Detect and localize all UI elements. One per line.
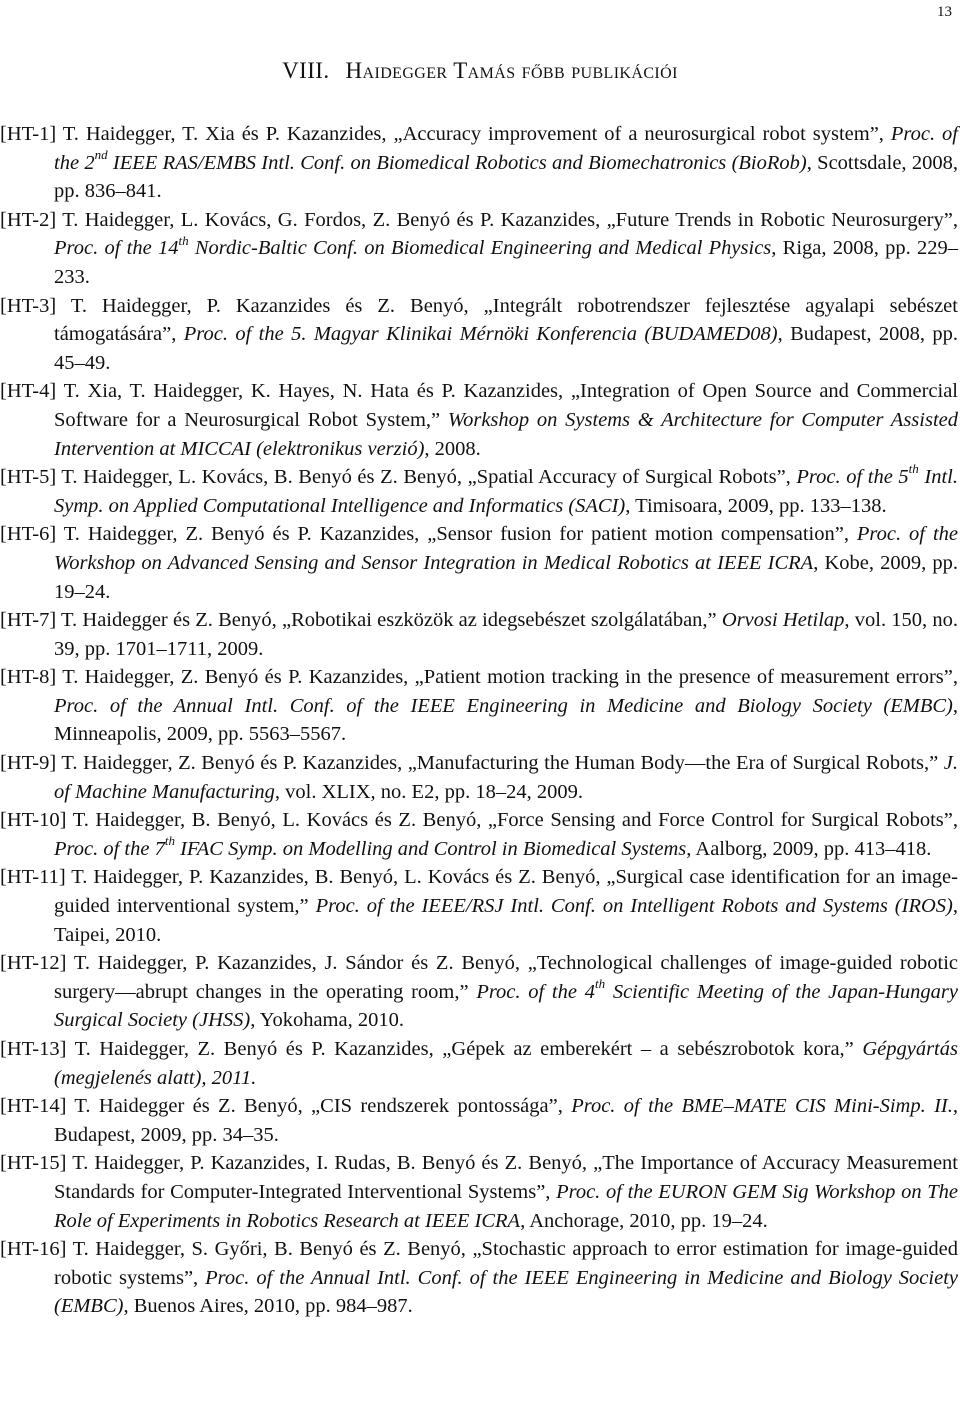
publication-item — [0, 606, 958, 663]
publication-item — [0, 1035, 958, 1092]
publication-text: T. Haidegger, P. Kazanzides, I. Rudas, B. Benyó és Z. Benyó, „The Importance of Accuracy Measurement Standards for Computer-Integrated Interventional Systems”, — [54, 1152, 958, 1203]
publication-text: T. Haidegger, P. Kazanzides, B. Benyó, L. Kovács és Z. Benyó, „Surgical case identification for an image-guided interventional system,” — [54, 866, 958, 918]
publication-venue: IEEE RAS/EMBS Intl. Conf. on Biomedical Robotics and Biomechatronics (BioRob) — [107, 151, 807, 174]
publication-list — [0, 120, 958, 1321]
publication-text: T. Haidegger, Z. Benyó és P. Kazanzides, „Sensor fusion for patient motion compensation”, — [63, 523, 857, 546]
publication-text: , Riga, 2008, pp. 229–233. — [54, 237, 958, 288]
publication-venue: Proc. of the Workshop on Advanced Sensing and Sensor Integration in Medical Robotics at IEEE ICRA — [54, 523, 958, 574]
publication-item — [0, 1149, 958, 1235]
publication-id: [HT-6] — [0, 523, 57, 546]
publication-id: [HT-16] — [0, 1238, 67, 1261]
publication-id: [HT-13] — [0, 1038, 67, 1060]
publication-text: T. Haidegger, Z. Benyó és P. Kazanzides, „Manufacturing the Human Body—the Era of Surgical Robots,” — [61, 752, 944, 775]
publication-text: , Aalborg, 2009, pp. 413–418. — [686, 837, 932, 860]
publication-text: , Anchorage, 2010, pp. 19–24. — [520, 1209, 768, 1232]
ordinal-suffix: nd — [94, 146, 108, 162]
publication-venue: Intl. Symp. on Applied Computational Intelligence and Informatics (SACI) — [54, 466, 958, 517]
publication-venue: Scientific Meeting of the Japan-Hungary Surgical Society (JHSS) — [54, 980, 958, 1032]
publication-id: [HT-4] — [0, 380, 57, 403]
publication-item — [0, 520, 958, 606]
publication-venue: Proc. of the 7 — [54, 837, 165, 860]
publication-text: T. Haidegger, P. Kazanzides, J. Sándor és Z. Benyó, „Technological challenges of image-guided robotic surgery—abrupt changes in the operating room,” — [54, 952, 958, 1003]
publication-id: [HT-12] — [0, 952, 67, 975]
publication-id: [HT-2] — [0, 208, 57, 231]
publication-venue: Proc. of the 5. Magyar Klinikai Mérnöki Konferencia (BUDAMED08) — [183, 323, 778, 346]
publication-venue: Proc. of the IEEE/RSJ Intl. Conf. on Intelligent Robots and Systems (IROS) — [315, 895, 953, 918]
publication-item — [0, 377, 958, 463]
publication-venue: Proc. of the 14 — [54, 237, 179, 260]
publication-item — [0, 863, 958, 949]
publication-venue: Proc. of the EURON GEM Sig Workshop on The Role of Experiments in Robotics Research at IEEE ICRA — [54, 1180, 958, 1232]
publication-item — [0, 292, 958, 378]
publication-id: [HT-14] — [0, 1095, 67, 1118]
publication-venue: Proc. of the BME–MATE CIS Mini-Simp. II. — [571, 1095, 953, 1118]
publication-text: , Taipei, 2010. — [54, 895, 958, 946]
publication-text: T. Haidegger, Z. Benyó és P. Kazanzides, „Gépek az emberekért – a sebészrobotok kora,” — [74, 1038, 863, 1060]
publication-text: T. Haidegger, L. Kovács, B. Benyó és Z. Benyó, „Spatial Accuracy of Surgical Robots”, — [61, 466, 797, 489]
publication-item — [0, 749, 958, 806]
publication-item — [0, 949, 958, 1035]
publication-id: [HT-1] — [0, 123, 57, 145]
publication-text: , vol. 150, no. 39, pp. 1701–1711, 2009. — [54, 609, 958, 660]
publication-text: , Budapest, 2008, pp. 45–49. — [54, 323, 959, 374]
publication-venue: Proc. of the 2 — [54, 123, 958, 174]
page-number: 13 — [937, 4, 952, 20]
publication-venue: Nordic-Baltic Conf. on Biomedical Engineering and Medical Physics — [188, 237, 772, 260]
publication-text: T. Haidegger és Z. Benyó, „Robotikai eszközök az idegsebészet szolgálatában,” — [61, 609, 722, 632]
publication-text: T. Haidegger, B. Benyó, L. Kovács és Z. Benyó, „Force Sensing and Force Control for Surgical Robots”, — [72, 809, 958, 832]
publication-text: , Scottsdale, 2008, pp. 836–841. — [54, 151, 958, 203]
publication-text: , Minneapolis, 2009, pp. 5563–5567. — [54, 694, 958, 746]
section-heading: Haidegger Tamás főbb publikációi — [345, 58, 678, 83]
publication-text: , Kobe, 2009, pp. 19–24. — [54, 551, 959, 603]
publication-text: T. Haidegger, L. Kovács, G. Fordos, Z. Benyó és P. Kazanzides, „Future Trends in Robotic Neurosurgery”, — [62, 208, 958, 231]
publication-text: , Timisoara, 2009, pp. 133–138. — [625, 494, 887, 517]
publication-text: T. Haidegger, Z. Benyó és P. Kazanzides, „Patient motion tracking in the presence of measurement errors”, — [62, 666, 958, 689]
publication-text: T. Haidegger, T. Xia és P. Kazanzides, „Accuracy improvement of a neurosurgical robot system”, — [62, 123, 891, 145]
publication-text: T. Haidegger, P. Kazanzides és Z. Benyó, „Integrált robotrendszer fejlesztése agyalapi sebészet támogatására”, — [54, 294, 958, 346]
publication-item — [0, 463, 958, 520]
publication-text: , Yokohama, 2010. — [250, 1009, 404, 1032]
ordinal-suffix: th — [164, 833, 175, 849]
publication-venue: Workshop on Systems & Architecture for Computer Assisted Intervention at MICCAI (elektronikus verzió) — [54, 408, 958, 460]
publication-text: T. Haidegger és Z. Benyó, „CIS rendszerek pontossága”, — [74, 1095, 572, 1118]
publication-id: [HT-7] — [0, 609, 57, 632]
publication-id: [HT-10] — [0, 809, 67, 832]
publication-item — [0, 806, 958, 863]
publication-id: [HT-11] — [0, 866, 66, 889]
publication-text: , vol. XLIX, no. E2, pp. 18–24, 2009. — [274, 780, 583, 803]
ordinal-suffix: th — [178, 232, 189, 248]
publication-item — [0, 120, 958, 206]
publication-item — [0, 1092, 958, 1149]
publication-venue: Orvosi Hetilap — [721, 609, 845, 632]
publication-text: , 2008. — [424, 437, 481, 460]
publication-id: [HT-8] — [0, 666, 57, 689]
section-number: VIII. — [282, 58, 330, 83]
publication-text: T. Haidegger, S. Győri, B. Benyó és Z. Benyó, „Stochastic approach to error estimation for image-guided robotic systems”, — [54, 1238, 958, 1289]
publication-venue: J. of Machine Manufacturing — [54, 752, 958, 803]
section-title — [0, 58, 960, 84]
publication-id: [HT-3] — [0, 294, 57, 317]
publication-id: [HT-9] — [0, 752, 57, 775]
publication-venue: Proc. of the 5 — [796, 466, 909, 489]
publication-venue: Proc. of the Annual Intl. Conf. of the IEEE Engineering in Medicine and Biology Society (EMBC) — [54, 1266, 958, 1318]
ordinal-suffix: th — [908, 461, 919, 477]
publication-text: T. Xia, T. Haidegger, K. Hayes, N. Hata és P. Kazanzides, „Integration of Open Source and Commercial Software for a Neurosurgical Robot System,” — [54, 380, 958, 431]
ordinal-suffix: th — [594, 975, 606, 991]
publication-venue: Proc. of the 4 — [476, 980, 595, 1003]
publication-item — [0, 1235, 958, 1321]
publication-item — [0, 663, 958, 749]
publication-id: [HT-15] — [0, 1152, 67, 1175]
publication-item — [0, 206, 958, 292]
publication-text: , Buenos Aires, 2010, pp. 984–987. — [123, 1295, 413, 1318]
publication-id: [HT-5] — [0, 466, 57, 489]
publication-text: , Budapest, 2009, pp. 34–35. — [54, 1095, 958, 1146]
publication-venue: IFAC Symp. on Modelling and Control in Biomedical Systems — [174, 837, 687, 860]
publication-venue: Gépgyártás (megjelenés alatt), 2011. — [54, 1038, 958, 1089]
publication-venue: Proc. of the Annual Intl. Conf. of the IEEE Engineering in Medicine and Biology Society (EMBC) — [54, 694, 953, 717]
